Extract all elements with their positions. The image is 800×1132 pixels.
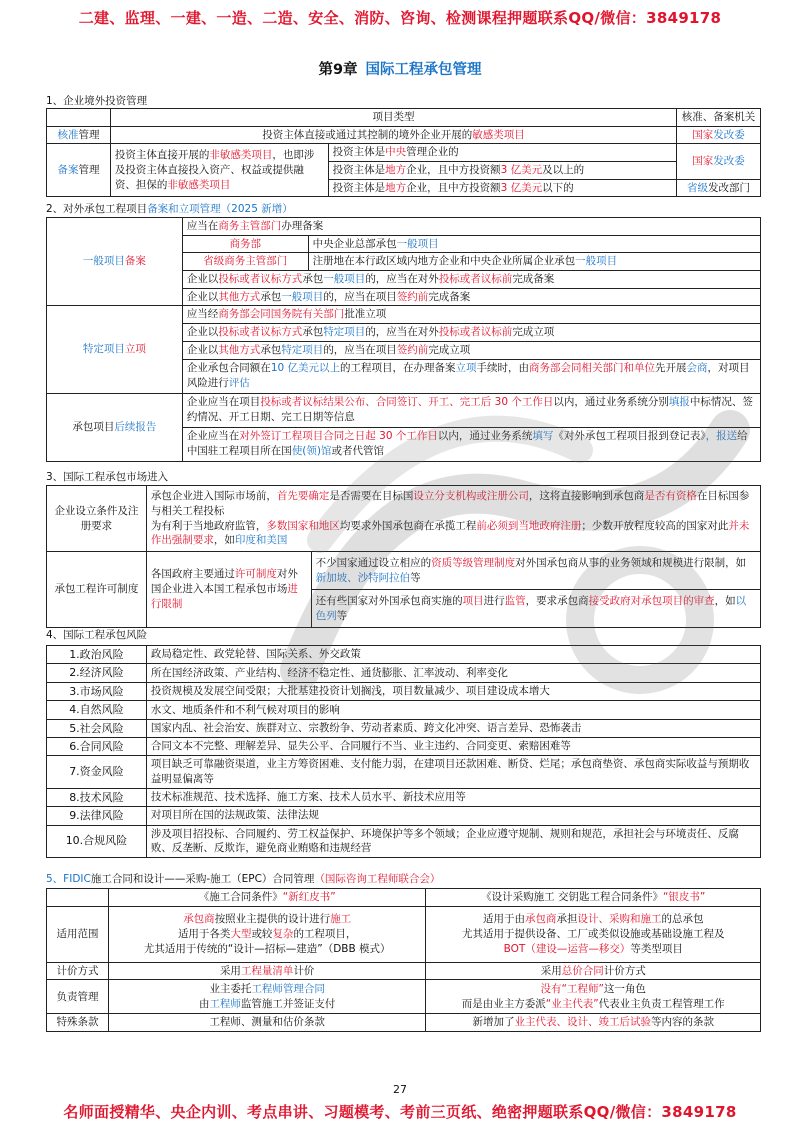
- fidic-table: [46, 888, 761, 1032]
- page-number: 27: [393, 1083, 407, 1096]
- chapter-title: 国际工程承包管理: [365, 62, 482, 78]
- red-book-pricing: 采用工程量清单计价: [108, 962, 426, 980]
- license-system-left: 各国政府主要通过许可制度对外国企业进入本国工程承包市场进行限制: [146, 552, 311, 628]
- followup-rule-1: 企业应当在项目投标或者议标结果公布、合同签订、开工、完工后 30 个工作日以内，通过业务系统分别填报中标情况、签约情况、开工日期、完工日期等信息: [182, 393, 760, 427]
- silver-book-special: 新增加了业主代表、设计、竣工后试验等内容的条款: [426, 1014, 761, 1032]
- section-3-title: 3、国际工程承包市场进入: [46, 471, 169, 483]
- risk-description: 涉及项目招投标、合同履约、劳工权益保护、环境保护等多个领域；企业应遵守规制、规则和规范，承担社会与环境责任、反腐败、反垄断、反欺诈，避免商业贿赂和违规经营: [146, 825, 760, 857]
- risk-description: 国家内乱、社会治安、族群对立、宗教纷争、劳动者素质、跨文化冲突、语言差异、恐怖袭击: [146, 719, 760, 737]
- section-1-title: 1、企业境外投资管理: [46, 95, 148, 107]
- risk-description: 所在国经济政策、产业结构、经济不稳定性、通货膨胀、汇率波动、利率变化: [146, 664, 760, 682]
- dept-provincial: 省级商务主管部门: [182, 253, 308, 271]
- general-rule-other: 企业以其他方式承包一般项目的，应当在项目签约前完成备案: [182, 288, 760, 306]
- specific-rule-large: 企业承包合同额在10 亿美元以上的工程项目，在办理备案立项手续时，由商务部会同相关部门和单位先开展会商，对项目风险进行评估: [182, 359, 760, 393]
- risk-description: 水文、地质条件和不利气候对项目的影响: [146, 701, 760, 719]
- risk-row: [47, 646, 761, 664]
- chapter-number: 第9章: [318, 62, 358, 78]
- followup-rule-2: 企业应当在对外签订工程项目合同之日起 30 个工作日以内，通过业务系统填写《对外承包工程项目报到登记表》，报送给中国驻工程项目所在国使(领)馆或者代管馆: [182, 427, 760, 461]
- risk-description: 项目缺乏可靠融资渠道，业主方筹资困难、支付能力弱，在建项目还款困难、断贷、烂尾；承包商垫资、承包商实际收益与预期收益明显偏离等: [146, 756, 760, 788]
- risk-description: 合同文本不完整、理解差异、显失公平、合同履行不当、业主违约、合同变更、索赔困难等: [146, 737, 760, 755]
- overseas-contract-table: [46, 217, 761, 462]
- dept-provincial-desc: 注册地在本行政区域内地方企业和中央企业所属企业承包一般项目: [308, 253, 760, 271]
- special-terms-label: 特殊条款: [47, 1014, 109, 1032]
- specific-rule-other: 企业以其他方式承包特定项目的，应当在项目签约前完成立项: [182, 341, 760, 359]
- fidic-empty-header: [47, 889, 109, 907]
- risk-description: 技术标准规范、技术选择、施工方案、技术人员水平、新技术应用等: [146, 788, 760, 806]
- risk-name: 7.资金风险: [47, 756, 147, 788]
- risk-row: [47, 701, 761, 719]
- header-project-type: 项目类型: [110, 109, 676, 127]
- followup-label: 承包项目后续报告: [47, 393, 183, 461]
- risk-name: 8.技术风险: [47, 788, 147, 806]
- risk-row: [47, 719, 761, 737]
- specific-project-label: 特定项目立项: [47, 306, 183, 393]
- filing-org-national: 国家发改委: [677, 144, 761, 179]
- risk-row: [47, 825, 761, 857]
- filing-desc: 投资主体直接开展的非敏感类项目，也即涉及投资主体直接投入资产、权益或提供融资、担保的非敏感类项目: [110, 144, 328, 197]
- risk-name: 4.自然风险: [47, 701, 147, 719]
- silver-book-management: 没有“工程师”这一角色 而是由业主方委派“业主代表”代表业主负责工程管理工作: [426, 980, 761, 1014]
- investment-table: [46, 108, 761, 197]
- risk-name: 6.合同风险: [47, 737, 147, 755]
- scope-label: 适用范围: [47, 906, 109, 962]
- specific-header: 应当经商务部会同国务院有关部门批准立项: [182, 306, 760, 324]
- license-system-label: 承包工程许可制度: [47, 552, 147, 628]
- general-header: 应当在商务主管部门办理备案: [182, 218, 760, 236]
- risk-row: [47, 756, 761, 788]
- filing-org-provincial: 省级发改部门: [677, 179, 761, 197]
- risk-description: 对项目所在国的法规政策、法律法规: [146, 807, 760, 825]
- silver-book-scope: 适用于由承包商承担设计、采购和施工的总承包 尤其适用于提供设备、工厂或类似设施或基础设施工程及 BOT（建设—运营—移交）等类型项目: [426, 906, 761, 962]
- filing-central: 投资主体是中央管理企业的: [328, 144, 676, 162]
- filing-local-below: 投资主体是地方企业，且中方投资额3 亿美元以下的: [328, 179, 676, 197]
- management-label: 负责管理: [47, 980, 109, 1014]
- filing-local-above: 投资主体是地方企业，且中方投资额3 亿美元及以上的: [328, 162, 676, 180]
- risk-row: [47, 788, 761, 806]
- filing-label: 备案管理: [47, 144, 111, 197]
- license-qualification: 不少国家通过设立相应的资质等级管理制度对外国承包商从事的业务领域和规模进行限制，如新加坡、沙特阿拉伯等: [311, 552, 760, 590]
- risk-description: 投资规模及发展空间受限；大批基建投资计划搁浅，项目数量减少、项目建设成本增大: [146, 682, 760, 700]
- red-book-scope: 承包商按照业主提供的设计进行施工 适用于各类大型或较复杂的工程项目， 尤其适用于传统的“设计—招标—建造”（DBB 模式）: [108, 906, 426, 962]
- top-banner: 二建、监理、一建、一造、二造、安全、消防、咨询、检测课程押题联系QQ/微信：3849178: [78, 9, 722, 27]
- market-entry-table: [46, 485, 761, 628]
- risk-name: 2.经济风险: [47, 664, 147, 682]
- red-book-special: 工程师、测量和估价条款: [108, 1014, 426, 1032]
- setup-conditions-label: 企业设立条件及注册要求: [47, 486, 147, 552]
- approval-org: 国家发改委: [677, 126, 761, 144]
- red-book-header: 《施工合同条件》“新红皮书”: [108, 889, 426, 907]
- risk-row: [47, 737, 761, 755]
- risk-name: 10.合规风险: [47, 825, 147, 857]
- chapter-heading: [0, 60, 800, 80]
- silver-book-pricing: 采用总价合同计价方式: [426, 962, 761, 980]
- section-2-title: 2、对外承包工程项目备案和立项管理（2025 新增）: [46, 203, 293, 215]
- approval-label: 核准管理: [47, 126, 111, 144]
- bottom-banner: 名师面授精华、央企内训、考点串讲、习题模考、考前三页纸、绝密押题联系QQ/微信：3849178: [63, 1103, 737, 1121]
- section-5-title: 5、FIDIC施工合同和设计——采购-施工（EPC）合同管理（国际咨询工程师联合会）: [46, 873, 441, 885]
- section-4-title: 4、国际工程承包风险: [46, 629, 148, 641]
- header-authority: 核准、备案机关: [677, 109, 761, 127]
- specific-rule-bid: 企业以投标或者议标方式承包特定项目的，应当在对外投标或者议标前完成立项: [182, 324, 760, 342]
- setup-conditions-text: 承包企业进入国际市场前，首先要确定是否需要在目标国设立分支机构或注册公司，这将直接影响到承包商是否有资格在目标国参与相关工程投标 为有利于当地政府监管，多数国家和地区均要求外国承包商在承揽工程前必须到当地政府注册；少数开放程度较高的国家对此并未作出强制要求，如印度和美国: [146, 486, 760, 552]
- general-project-label: 一般项目备案: [47, 218, 183, 306]
- dept-mofcom-desc: 中央企业总部承包一般项目: [308, 235, 760, 253]
- risk-name: 1.政治风险: [47, 646, 147, 664]
- general-rule-bid: 企业以投标或者议标方式承包一般项目的，应当在对外投标或者议标前完成备案: [182, 271, 760, 289]
- risk-row: [47, 807, 761, 825]
- pricing-label: 计价方式: [47, 962, 109, 980]
- risk-row: [47, 682, 761, 700]
- risk-name: 5.社会风险: [47, 719, 147, 737]
- empty-header-cell: [47, 109, 111, 127]
- approval-desc: 投资主体直接或通过其控制的境外企业开展的敏感类项目: [110, 126, 676, 144]
- dept-mofcom: 商务部: [182, 235, 308, 253]
- risk-name: 3.市场风险: [47, 682, 147, 700]
- risk-table: [46, 645, 761, 858]
- silver-book-header: 《设计采购施工 交钥匙工程合同条件》“银皮书”: [426, 889, 761, 907]
- license-project-review: 还有些国家对外国承包商实施的项目进行监管，要求承包商接受政府对承包项目的审查，如以色列等: [311, 590, 760, 628]
- risk-row: [47, 664, 761, 682]
- risk-name: 9.法律风险: [47, 807, 147, 825]
- risk-description: 政局稳定性、政党轮替、国际关系、外交政策: [146, 646, 760, 664]
- red-book-management: 业主委托工程师管理合同 由工程师监管施工并签证支付: [108, 980, 426, 1014]
